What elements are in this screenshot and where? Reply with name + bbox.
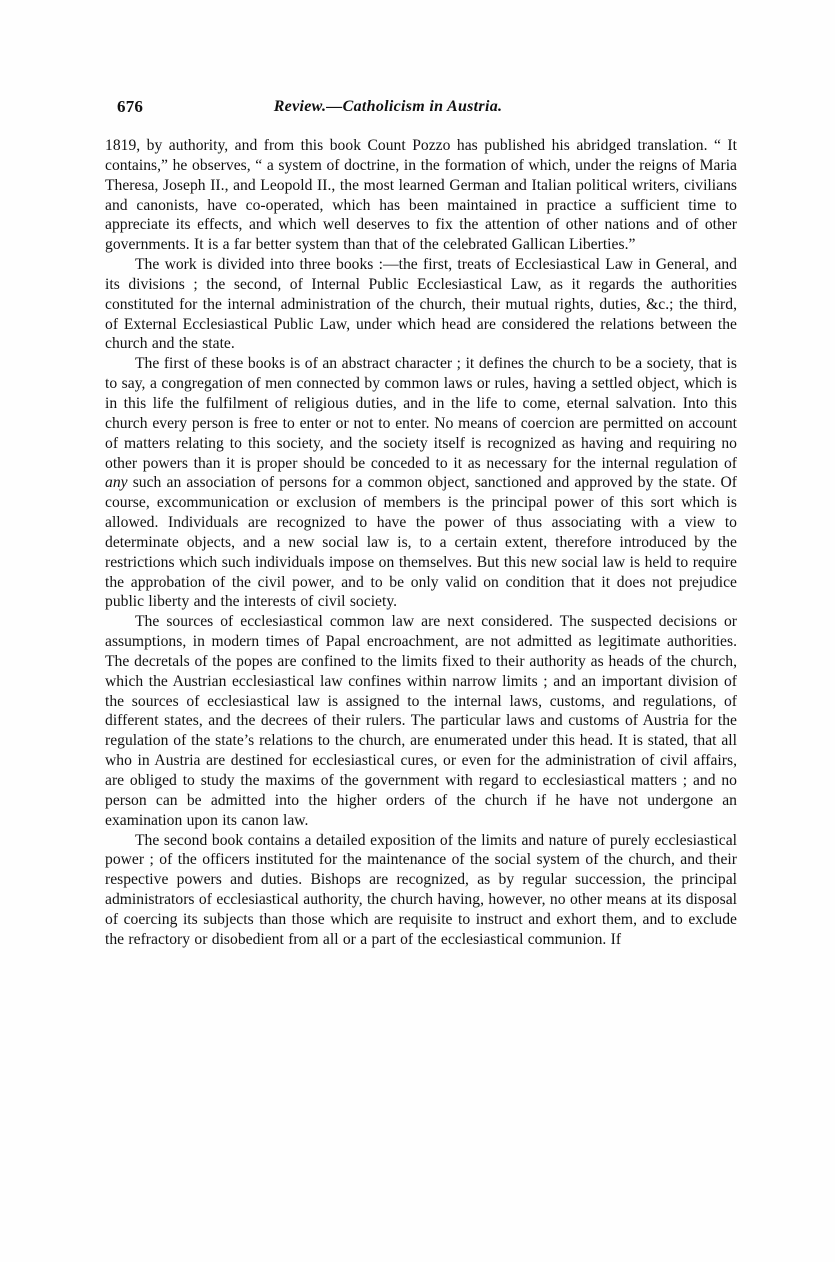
paragraph-3-emphasis: any [105,474,128,492]
paragraph-3 [105,354,737,612]
paragraph-2: The work is divided into three books :—the first, treats of Ecclesiastical Law in General, and its divisions ; the second, of Internal Public Ecclesiastical Law, as it regards the authorities constituted for the internal administration of the church, their mutual rights, duties, &c.; the third, of External Ecclesiastical Public Law, under which head are considered the relations between the church and the state. [105,256,737,353]
paragraph-3-part-1: The first of these books is of an abstract character ; it defines the church to be a society, that is to say, a congregation of men connected by common laws or rules, having a settled object, which is in this life the fulfilment of religious duties, and in the life to come, eternal salvation. Into this church every person is free to enter or not to enter. No means of coercion are permitted on account of matters relating to this society, and the society itself is recognized as having and requiring no other powers than it is proper should be conceded to it as necessary for the internal regulation of [105,355,737,472]
paragraph-4: The sources of ecclesiastical common law are next considered. The suspected decisions or assumptions, in modern times of Papal encroachment, are not admitted as legitimate authorities. The decretals of the popes are confined to the limits fixed to their authority as heads of the church, which the Austrian ecclesiastical law confines within narrow limits ; and an important division of the sources of ecclesiastical law is assigned to the internal laws, customs, and regulations, of different states, and the decrees of their rulers. The particular laws and customs of Austria for the regulation of the state’s relations to the church, are enumerated under this head. It is stated, that all who in Austria are destined for ecclesiastical cures, or even for the administration of civil affairs, are obliged to study the maxims of the government with regard to ecclesiastical matters ; and no person can be admitted into the higher orders of the church if he have not undergone an examination upon its canon law. [105,613,737,829]
paragraph-1: 1819, by authority, and from this book Count Pozzo has published his abridged translation. “ It contains,” he observes, “ a system of doctrine, in the formation of which, under the reigns of Maria Theresa, Joseph II., and Leopold II., the most learned German and Italian political writers, civilians and canonists, have co-operated, which has been maintained in practice a sufficient time to appreciate its effects, and which well deserves to fix the attention of other nations and of other governments. It is a far better system than that of the celebrated Gallican Liberties.” [105,137,737,254]
paragraph-5: The second book contains a detailed exposition of the limits and nature of purely ecclesiastical power ; of the officers instituted for the maintenance of the social system of the church, and their respective powers and duties. Bishops are recognized, as by regular succession, the principal administrators of ecclesiastical authority, the church having, however, no other means at its disposal of coercing its subjects than those which are requisite to instruct and exhort them, and to exclude the refractory or disobedient from all or a part of the ecclesiastical communion. If [105,831,737,948]
running-head [105,96,735,120]
paragraph-3-part-2: such an association of persons for a common object, sanctioned and approved by the state. Of course, excommunication or exclusion of members is the principal power of this sort which is allowed. Individuals are recognized to have the power of thus associating with a view to determinate objects, and a new social law is, to a certain extent, therefore introduced by the restrictions which such individuals impose on themselves. But this new social law is held to require the approbation of the civil power, and to be only valid on condition that it does not prejudice public liberty and the interests of civil society. [105,474,737,611]
running-head-title: Review.—Catholicism in Austria. [273,98,503,115]
page-number: 676 [117,97,144,116]
body-text-block [105,136,737,950]
